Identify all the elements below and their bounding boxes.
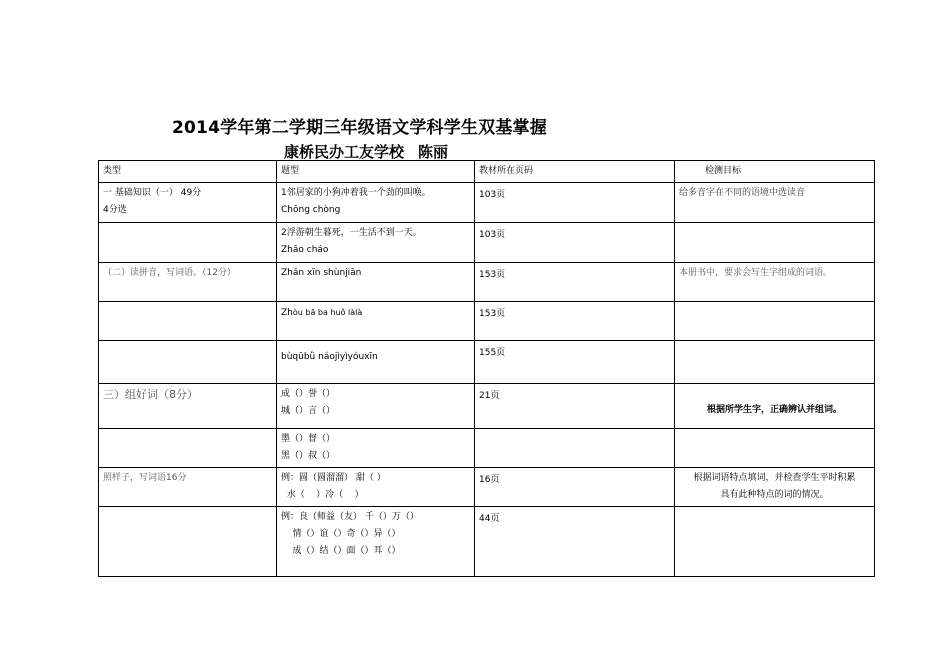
question-cell [277,183,475,223]
question-cell [277,468,475,507]
header-goal: 检测目标 [675,161,875,183]
question-line: Chōng chòng [281,205,341,215]
question-cell [277,507,475,577]
page-cell: 153页 [475,302,675,341]
type-cell [99,429,277,468]
type-cell [99,468,277,507]
table-header-row [99,161,875,183]
type-cell [99,507,277,577]
document-title: 2014学年第二学期三年级语文学科学生双基掌握 [172,118,547,138]
goal-cell [675,223,875,263]
page-cell: 16页 [475,468,675,507]
page-cell: 44页 [475,507,675,577]
question-cell: bùqūbǜ náojìyìyóuxīn [277,341,475,384]
goal-line: 根据词语特点填词，并检查学生平时积累 [693,473,856,483]
question-line: 成（）誉（） [281,389,336,399]
page-cell: 155页 [475,341,675,384]
question-cell [277,302,475,341]
header-question: 题型 [277,161,475,183]
goal-line: 具有此种特点的词的情况。 [720,490,829,500]
question-line: 2浮游朝生暮死，一生活不到一天。 [281,228,422,238]
goal-cell: 本册书中，要求会写生字组成的词语。 [675,263,875,302]
table-row [99,263,875,302]
question-line: 例：良（师益（友） 千（）万（） [281,512,419,522]
pinyin-small: òu bā ba huǒ làlà [292,308,363,317]
table-row [99,302,875,341]
question-line: Zhāo cháo [281,245,329,255]
table-row [99,223,875,263]
table-row [99,429,875,468]
type-cell [99,263,277,302]
type-line: 照样子，写词语16分 [103,473,187,483]
header-type: 类型 [99,161,277,183]
goal-cell: 根据所学生字，正确辨认并组词。 [675,384,875,429]
question-cell [277,384,475,429]
goal-cell [675,341,875,384]
type-cell [99,223,277,263]
page-cell: 103页 [475,183,675,223]
page-cell: 21页 [475,384,675,429]
type-line: 一 基础知识（一） 49分 [103,188,202,198]
question-line: 水（ ）冷（ ） [281,490,364,500]
page-cell: 103页 [475,223,675,263]
question-line: 例：圆（圆溜溜） 甜（ ） [281,473,386,483]
type-cell [99,302,277,341]
type-line: （二）读拼音，写词语。（12分） [103,268,236,278]
table-row [99,341,875,384]
type-line: 4分选 [103,205,127,215]
question-cell: Zhǎn xīn shùnjiān [277,263,475,302]
header-page: 教材所在页码 [475,161,675,183]
question-line: 情（）谊（）奇（）异（） [281,529,401,539]
type-line: 三）组好词（8分） [103,388,198,401]
question-line: 墨（）督（） [281,434,336,444]
skills-table [98,160,875,577]
question-cell [277,223,475,263]
teacher-name: 陈丽 [418,143,449,161]
type-cell [99,183,277,223]
goal-cell [675,468,875,507]
question-line: 黑（）叔（） [281,451,336,461]
school-name: 康桥民办工友学校 [284,143,405,161]
question-line: 城（）言（） [281,406,336,416]
table-row [99,468,875,507]
page-cell: 153页 [475,263,675,302]
question-cell [277,429,475,468]
goal-cell [675,302,875,341]
table-row [99,183,875,223]
goal-cell [675,429,875,468]
document-subtitle [284,141,448,162]
type-cell [99,384,277,429]
type-cell [99,341,277,384]
goal-cell: 给多音字在不同的语境中选读音 [675,183,875,223]
goal-cell [675,507,875,577]
table-row [99,507,875,577]
page-cell [475,429,675,468]
table-row [99,384,875,429]
pinyin-main: Zh [281,308,293,318]
question-line: 1邻居家的小狗冲着我一个劲的叫唤。 [281,188,431,198]
question-line: 成（）结（）面（）耳（） [281,546,401,556]
